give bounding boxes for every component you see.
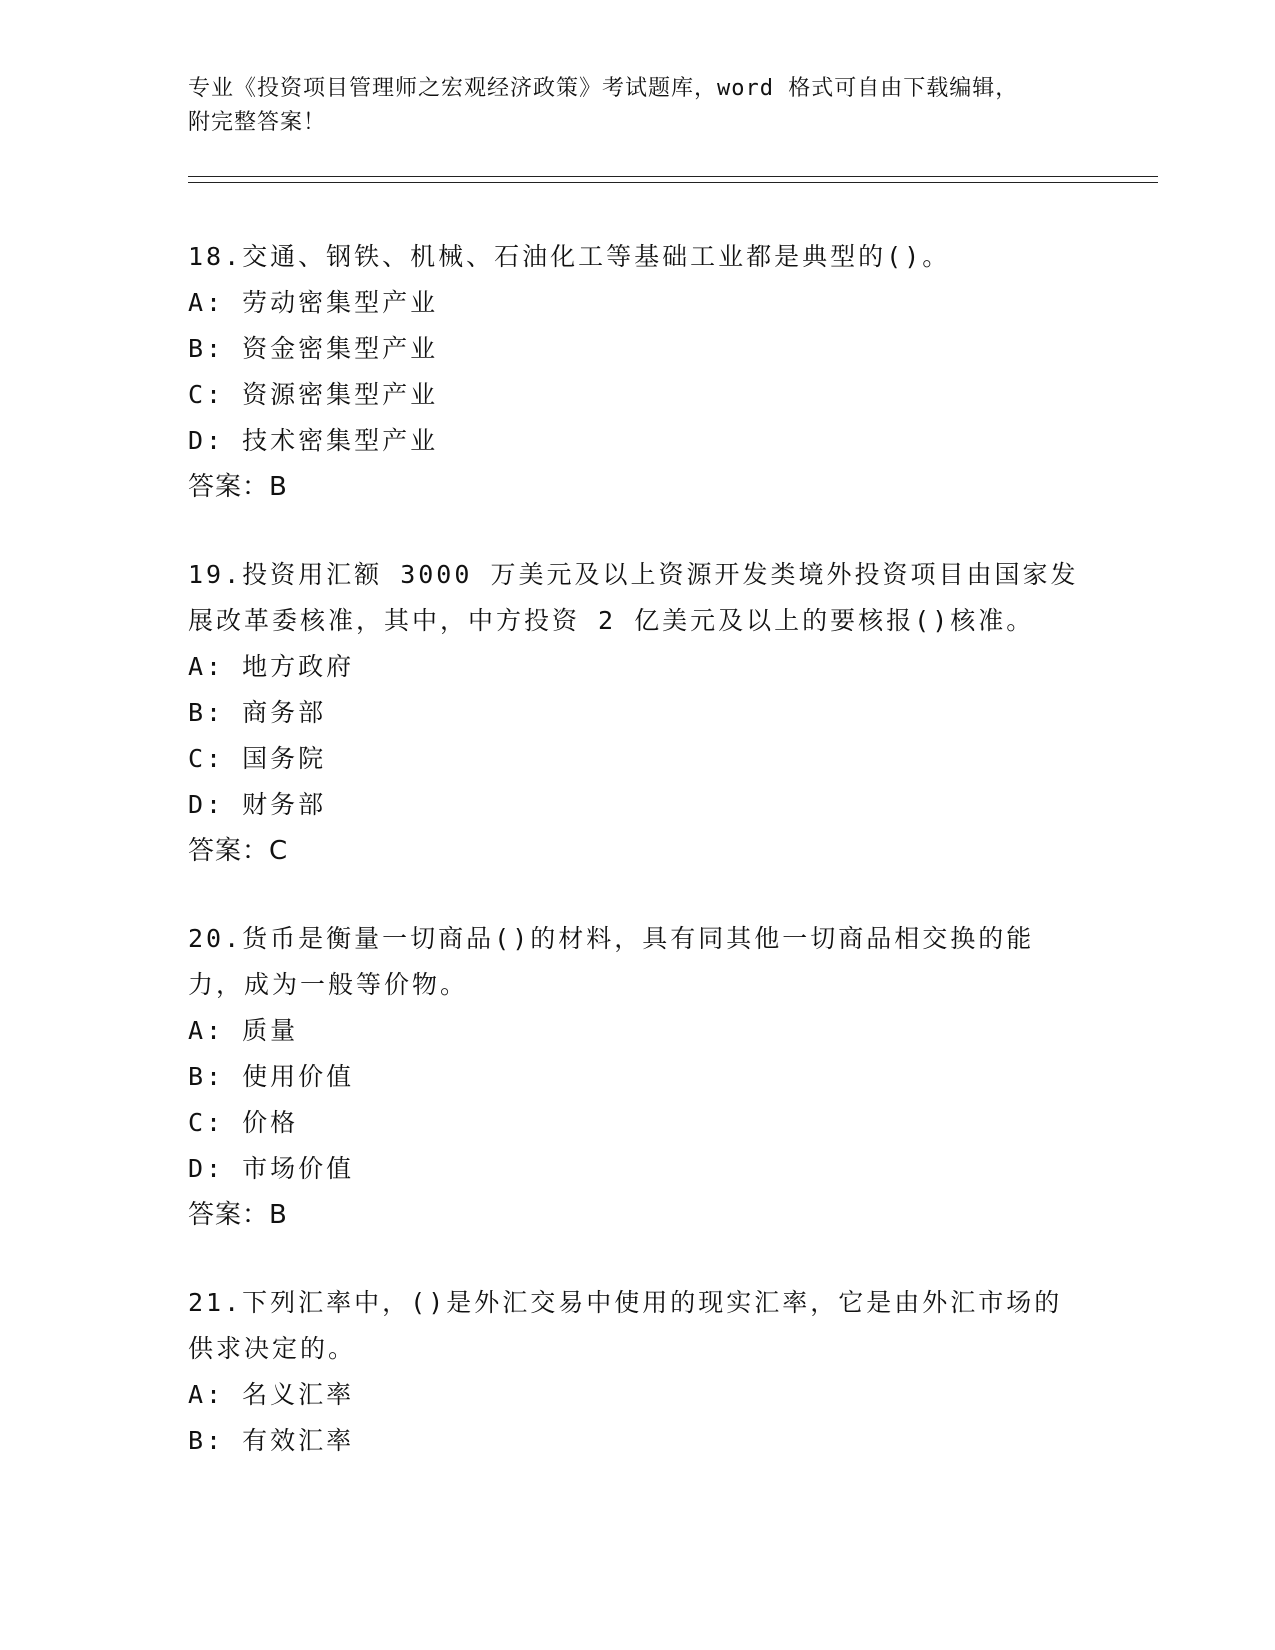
option-a: A: 劳动密集型产业 [188, 288, 439, 317]
option-a: A: 名义汇率 [188, 1380, 355, 1409]
option-a: A: 质量 [188, 1016, 299, 1045]
question-list [188, 234, 1088, 1506]
document-header [188, 72, 1068, 140]
answer: 答案：C [188, 836, 289, 866]
option-b: B: 资金密集型产业 [188, 334, 439, 363]
option-c: C: 资源密集型产业 [188, 380, 439, 409]
question-18 [188, 234, 1088, 510]
option-a: A: 地方政府 [188, 652, 355, 681]
question-text: 20.货币是衡量一切商品()的材料，具有同其他一切商品相交换的能力，成为一般等价物。 [188, 924, 1035, 999]
header-line-1: 专业《投资项目管理师之宏观经济政策》考试题库，word 格式可自由下载编辑， [188, 76, 1019, 101]
answer: 答案：B [188, 472, 288, 502]
header-line-2: 附完整答案！ [188, 110, 327, 135]
question-text: 18.交通、钢铁、机械、石油化工等基础工业都是典型的()。 [188, 242, 951, 271]
option-b: B: 有效汇率 [188, 1426, 355, 1455]
answer: 答案：B [188, 1200, 288, 1230]
option-c: C: 价格 [188, 1108, 299, 1137]
header-divider-bottom [188, 182, 1158, 183]
option-d: D: 市场价值 [188, 1154, 355, 1183]
question-text: 21.下列汇率中，()是外汇交易中使用的现实汇率，它是由外汇市场的供求决定的。 [188, 1288, 1063, 1363]
question-21 [188, 1280, 1088, 1464]
option-c: C: 国务院 [188, 744, 327, 773]
option-d: D: 技术密集型产业 [188, 426, 439, 455]
option-b: B: 使用价值 [188, 1062, 355, 1091]
question-20 [188, 916, 1088, 1238]
question-text: 19.投资用汇额 3000 万美元及以上资源开发类境外投资项目由国家发展改革委核准，其中，中方投资 2 亿美元及以上的要核报()核准。 [188, 560, 1079, 635]
header-divider-top [188, 176, 1158, 177]
option-b: B: 商务部 [188, 698, 327, 727]
option-d: D: 财务部 [188, 790, 327, 819]
question-19 [188, 552, 1088, 874]
